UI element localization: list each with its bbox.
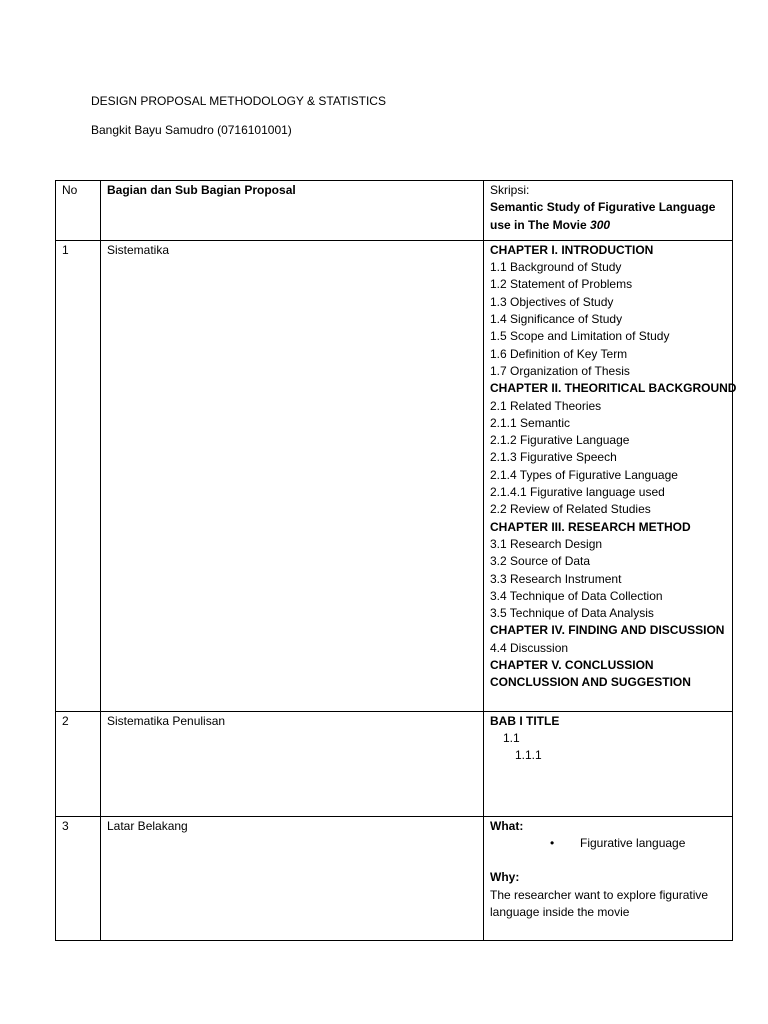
outline-item: 1.2 Statement of Problems <box>490 277 633 292</box>
skripsi-label: Skripsi: <box>490 183 530 197</box>
outline-item: 4.4 Discussion <box>490 640 569 655</box>
bullet-text: Figurative language <box>580 836 686 851</box>
outline-item: 2.1.3 Figurative Speech <box>490 450 617 465</box>
bullet-icon: • <box>550 836 555 851</box>
chapter-heading: CONCLUSSION AND SUGGESTION <box>490 675 691 690</box>
table-row <box>56 240 733 711</box>
chapter-heading: BAB I TITLE <box>490 713 560 728</box>
row-section: Sistematika Penulisan <box>101 711 484 816</box>
outline-item: 2.1 Related Theories <box>490 398 602 413</box>
outline-item: 2.1.1 Semantic <box>490 415 571 430</box>
chapter-heading: CHAPTER III. RESEARCH METHOD <box>490 519 691 534</box>
chapter-heading: CHAPTER II. THEORITICAL BACKGROUND <box>490 381 737 396</box>
chapter-heading: CHAPTER I. INTRODUCTION <box>490 242 654 257</box>
header-section: Bagian dan Sub Bagian Proposal <box>101 181 484 241</box>
row-content <box>484 240 737 711</box>
header-no: No <box>56 181 101 241</box>
outline-item: 2.2 Review of Related Studies <box>490 502 651 517</box>
outline-item: 3.2 Source of Data <box>490 554 591 569</box>
skripsi-title: Semantic Study of Figurative Language use in The Movie <box>490 200 716 232</box>
header-skripsi <box>484 181 733 241</box>
chapter-heading: CHAPTER V. CONCLUSSION <box>490 658 654 673</box>
document-title: DESIGN PROPOSAL METHODOLOGY & STATISTICS <box>91 94 386 108</box>
outline-item: 3.1 Research Design <box>490 536 603 551</box>
outline-item: 1.1 <box>503 731 520 746</box>
outline-item: 1.3 Objectives of Study <box>490 294 614 309</box>
outline-item: 1.1.1 <box>515 748 542 763</box>
table-row <box>56 711 733 816</box>
outline-item: 3.5 Technique of Data Analysis <box>490 606 654 621</box>
what-label: What: <box>490 818 524 833</box>
table-row <box>56 816 733 940</box>
outline-item: 2.1.4.1 Figurative language used <box>490 485 665 500</box>
row-section: Latar Belakang <box>101 816 484 940</box>
bullet-list-item <box>490 835 727 852</box>
document-author: Bangkit Bayu Samudro (0716101001) <box>91 123 292 137</box>
row-content <box>484 816 733 940</box>
outline-item: 1.7 Organization of Thesis <box>490 363 630 378</box>
row-number: 2 <box>56 711 101 816</box>
why-label: Why: <box>490 870 520 885</box>
proposal-table <box>55 180 737 941</box>
row-content <box>484 711 733 816</box>
outline-item: 3.3 Research Instrument <box>490 571 622 586</box>
outline-item: 1.6 Definition of Key Term <box>490 346 628 361</box>
outline-item: 2.1.2 Figurative Language <box>490 433 630 448</box>
outline-item: 1.5 Scope and Limitation of Study <box>490 329 670 344</box>
outline-item: 3.4 Technique of Data Collection <box>490 588 663 603</box>
why-text: The researcher want to explore figurative language inside the movie <box>490 887 709 920</box>
outline-item: 2.1.4 Types of Figurative Language <box>490 467 678 482</box>
row-number: 1 <box>56 240 101 711</box>
skripsi-movie: 300 <box>590 217 611 232</box>
row-section: Sistematika <box>101 240 484 711</box>
outline-item: 1.4 Significance of Study <box>490 312 623 327</box>
table-header-row <box>56 181 733 241</box>
row-number: 3 <box>56 816 101 940</box>
chapter-heading: CHAPTER IV. FINDING AND DISCUSSION <box>490 623 725 638</box>
outline-item: 1.1 Background of Study <box>490 260 622 275</box>
